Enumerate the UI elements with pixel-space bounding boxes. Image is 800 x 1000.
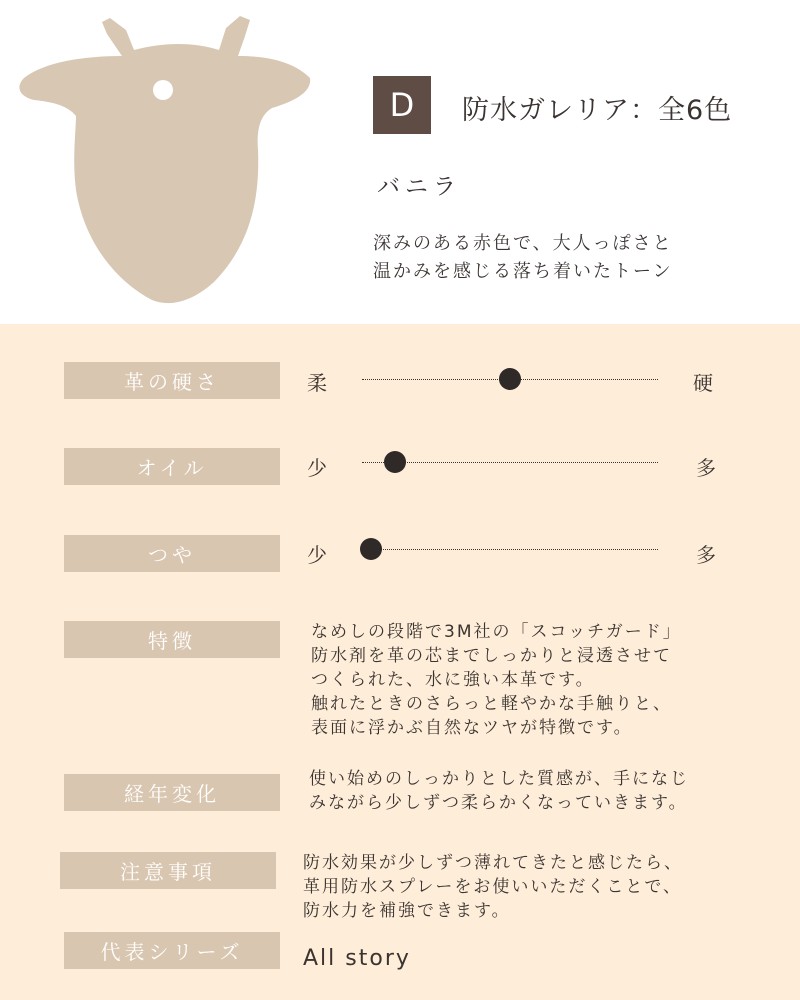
gloss-scale-track <box>362 549 658 550</box>
oil-min-label: 少 <box>307 456 327 480</box>
features-line: なめしの段階で3M社の「スコッチガード」 <box>311 622 682 642</box>
caution-label: 注意事項 <box>60 852 276 889</box>
gloss-label: つや <box>64 535 280 572</box>
tag-hole <box>153 80 173 100</box>
hardness-scale-knob <box>499 368 521 390</box>
product-header <box>0 0 800 324</box>
leather-cow-tag-icon <box>19 16 310 303</box>
gloss-scale-knob <box>360 538 382 560</box>
aging-text <box>309 767 689 815</box>
color-name: バニラ <box>377 174 461 200</box>
aging-line: 使い始めのしっかりとした質感が、手になじ <box>309 769 689 789</box>
caution-line: 革用防水スプレーをお使いいただくことで、 <box>303 877 682 897</box>
series-value: All story <box>303 946 411 971</box>
variant-badge: D <box>373 76 431 134</box>
description-line: 深みのある赤色で、大人っぽさと <box>373 233 673 254</box>
page-title: 防水ガレリア：全6色 <box>462 95 733 126</box>
oil-scale-track <box>362 462 658 463</box>
features-line: 触れたときのさらっと軽やかな手触りと、 <box>311 694 672 714</box>
aging-label: 経年変化 <box>64 774 280 811</box>
series-label: 代表シリーズ <box>64 932 280 969</box>
leather-swatch-image <box>14 10 324 316</box>
caution-line: 防水力を補強できます。 <box>303 901 511 921</box>
oil-label: オイル <box>64 448 280 485</box>
features-line: つくられた、水に強い本革です。 <box>311 670 595 690</box>
oil-max-label: 多 <box>696 456 716 480</box>
hardness-label: 革の硬さ <box>64 362 280 399</box>
features-label: 特徴 <box>64 621 280 658</box>
gloss-max-label: 多 <box>696 543 716 567</box>
caution-text <box>303 851 683 923</box>
features-line: 表面に浮かぶ自然なツヤが特徴です。 <box>311 718 633 738</box>
features-text <box>311 620 682 740</box>
caution-line: 防水効果が少しずつ薄れてきたと感じたら、 <box>303 853 683 873</box>
hardness-min-label: 柔 <box>307 371 327 395</box>
color-description <box>373 230 673 286</box>
features-line: 防水剤を革の芯までしっかりと浸透させて <box>311 646 672 666</box>
oil-scale-knob <box>384 451 406 473</box>
aging-line: みながら少しずつ柔らかくなっていきます。 <box>309 793 688 813</box>
hardness-max-label: 硬 <box>693 371 713 395</box>
gloss-min-label: 少 <box>307 543 327 567</box>
description-line: 温かみを感じる落ち着いたトーン <box>373 261 673 282</box>
